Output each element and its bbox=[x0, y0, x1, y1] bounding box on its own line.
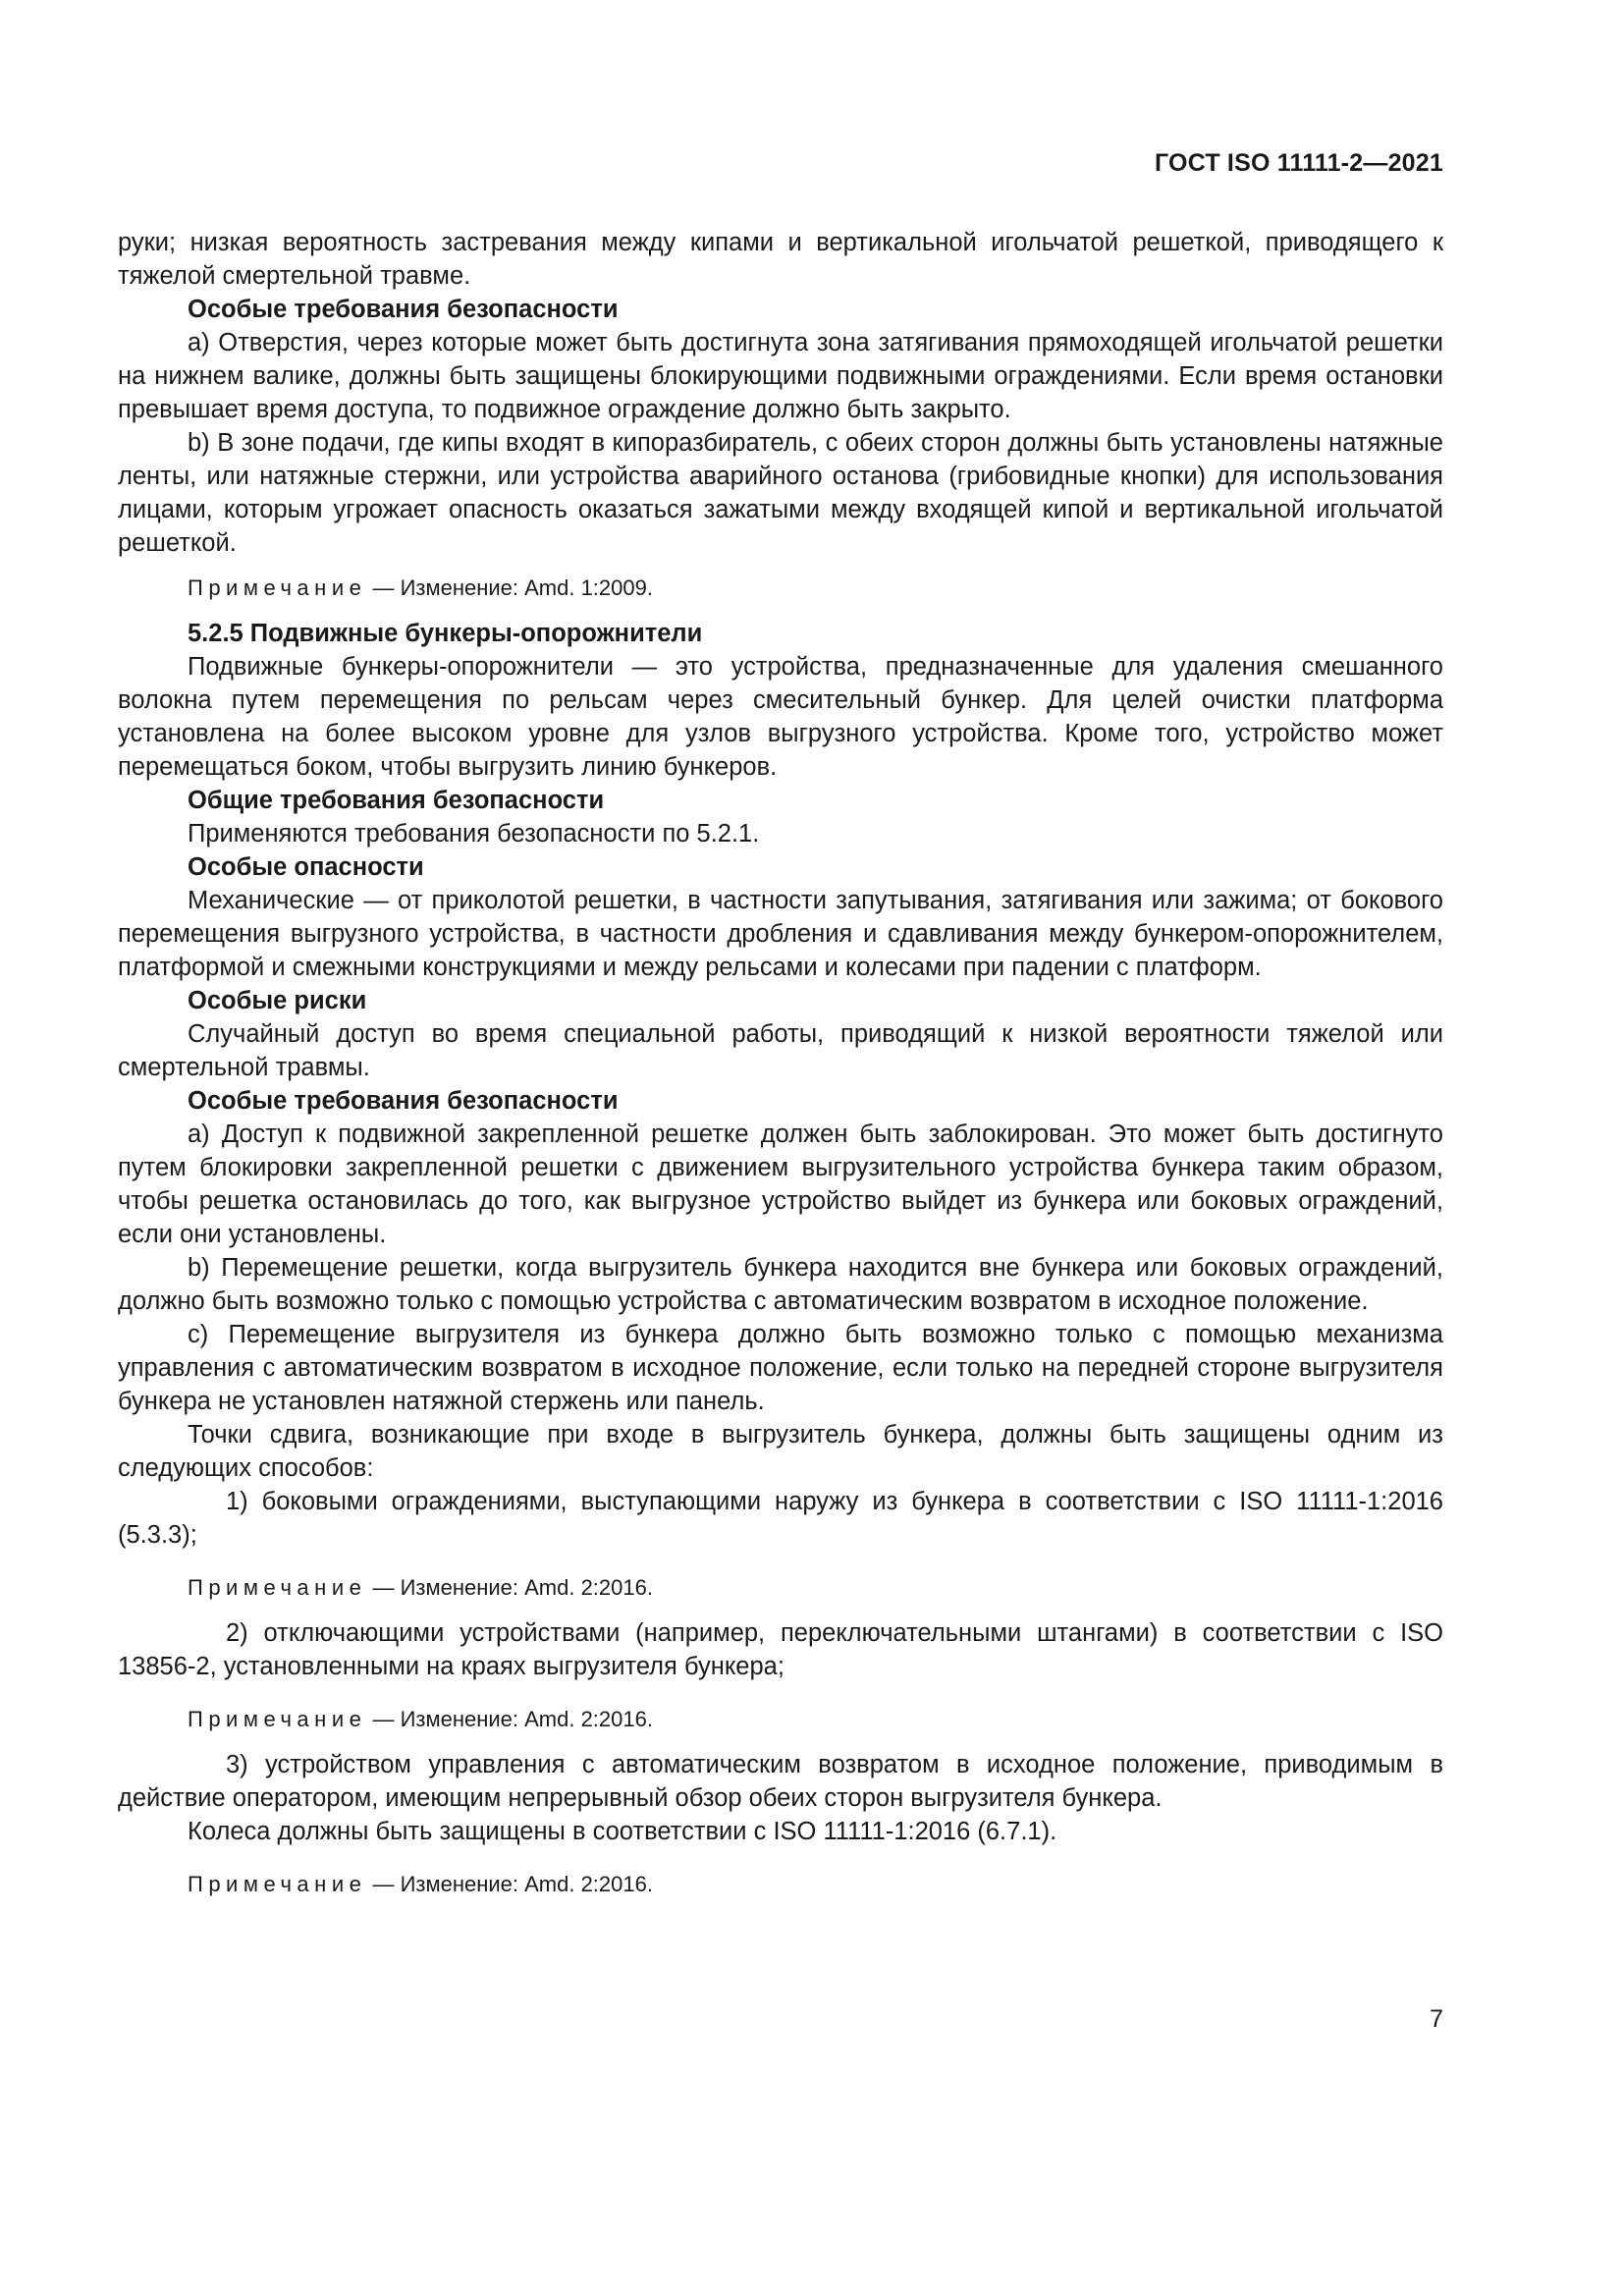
paragraph-wheels: Колеса должны быть защищены в соответствии с ISO 11111-1:2016 (6.7.1). bbox=[188, 1818, 1057, 1845]
paragraph-section-intro: Подвижные бункеры-опорожнители — это устройства, предназначенные для удаления смешанного волокна путем перемещения по рельсам через смесительный бункер. Для целей очистки платформа установлена на более высоком уровне для узлов выгрузного устройства. Кроме того, устройство может перемещаться боком, чтобы выгрузить линию бункеров. bbox=[118, 653, 1443, 781]
note-text: — Изменение: Amd. 2:2016. bbox=[366, 1575, 653, 1600]
paragraph-item-c: с) Перемещение выгрузителя из бункера должно быть возможно только с помощью механизма управления с автоматическим возвратом в исходное положение, если только на передней стороне выгрузителя бункера не установлен натяжной стержень или панель. bbox=[118, 1321, 1443, 1415]
list-item-3: 3) устройством управления с автоматическим возвратом в исходное положение, приводимым в действие оператором, имеющим непрерывный обзор обеих сторон выгрузителя бункера. bbox=[118, 1751, 1443, 1812]
document-header: ГОСТ ISO 11111-2—2021 bbox=[1155, 149, 1443, 177]
paragraph-item-b-2: b) Перемещение решетки, когда выгрузитель бункера находится вне бункера или боковых ограждений, должно быть возможно только с помощью устройства с автоматическим возвратом в исходное положение. bbox=[118, 1254, 1443, 1315]
note-label: Примечание bbox=[188, 575, 367, 600]
paragraph-item-a: а) Отверстия, через которые может быть достигнута зона затягивания прямоходящей игольчатой решетки на нижнем валике, должны быть защищены блокирующими подвижными ограждениями. Если время остановки превышает время доступа, то подвижное ограждение должно быть закрыто. bbox=[118, 329, 1443, 423]
note bbox=[118, 1705, 1443, 1734]
subheading-special-risks: Особые риски bbox=[188, 987, 367, 1014]
paragraph-general-requirements: Применяются требования безопасности по 5.2.1. bbox=[188, 820, 760, 847]
subheading-special-safety-requirements: Особые требования безопасности bbox=[188, 296, 619, 323]
paragraph-special-hazards: Механические — от приколотой решетки, в частности запутывания, затягивания или зажима; от бокового перемещения выгрузного устройства, в частности дробления и сдавливания между бункером-опорожнителем, платформой и смежными конструкциями и между рельсами и колесами при падении с платформ. bbox=[118, 887, 1443, 981]
note-text: — Изменение: Amd. 2:2016. bbox=[366, 1707, 653, 1731]
note bbox=[118, 574, 1443, 603]
paragraph-item-a-2: а) Доступ к подвижной закрепленной решетке должен быть заблокирован. Это может быть достигнуто путем блокировки закрепленной решетки с движением выгрузительного устройства бункера таким образом, чтобы решетка остановилась до того, как выгрузное устройство выйдет из бункера или боковых ограждений, если они установлены. bbox=[118, 1121, 1443, 1248]
page-number: 7 bbox=[1430, 2005, 1443, 2033]
subheading-special-hazards: Особые опасности bbox=[188, 853, 424, 881]
note-text: — Изменение: Amd. 2:2016. bbox=[366, 1872, 653, 1896]
subheading-special-safety-requirements-2: Особые требования безопасности bbox=[188, 1087, 619, 1115]
paragraph-shear-points: Точки сдвига, возникающие при входе в выгрузитель бункера, должны быть защищены одним из следующих способов: bbox=[118, 1421, 1443, 1482]
note bbox=[118, 1870, 1443, 1899]
paragraph-item-b: b) В зоне подачи, где кипы входят в кипоразбиратель, с обеих сторон должны быть установлены натяжные ленты, или натяжные стержни, или устройства аварийного останова (грибовидные кнопки) для использования лицами, которым угрожает опасность оказаться зажатыми между входящей кипой и вертикальной игольчатой решеткой. bbox=[118, 429, 1443, 557]
document-body bbox=[118, 226, 1443, 1913]
note-label: Примечание bbox=[188, 1575, 367, 1600]
note-label: Примечание bbox=[188, 1872, 367, 1896]
section-title: 5.2.5 Подвижные бункеры-опорожнители bbox=[188, 620, 703, 647]
list-item-2: 2) отключающими устройствами (например, переключательными штангами) в соответствии с ISO 13856-2, установленными на краях выгрузителя бункера; bbox=[118, 1619, 1443, 1680]
note-text: — Изменение: Amd. 1:2009. bbox=[366, 575, 653, 600]
subheading-general-safety-requirements: Общие требования безопасности bbox=[188, 787, 605, 814]
paragraph-special-risks: Случайный доступ во время специальной работы, приводящий к низкой вероятности тяжелой или смертельной травмы. bbox=[118, 1020, 1443, 1081]
note-label: Примечание bbox=[188, 1707, 367, 1731]
note bbox=[118, 1573, 1443, 1603]
paragraph-continuation: руки; низкая вероятность застревания между кипами и вертикальной игольчатой решеткой, приводящего к тяжелой смертельной травме. bbox=[118, 229, 1443, 290]
list-item-1: 1) боковыми ограждениями, выступающими наружу из бункера в соответствии с ISO 11111-1:2016 (5.3.3); bbox=[118, 1488, 1443, 1549]
